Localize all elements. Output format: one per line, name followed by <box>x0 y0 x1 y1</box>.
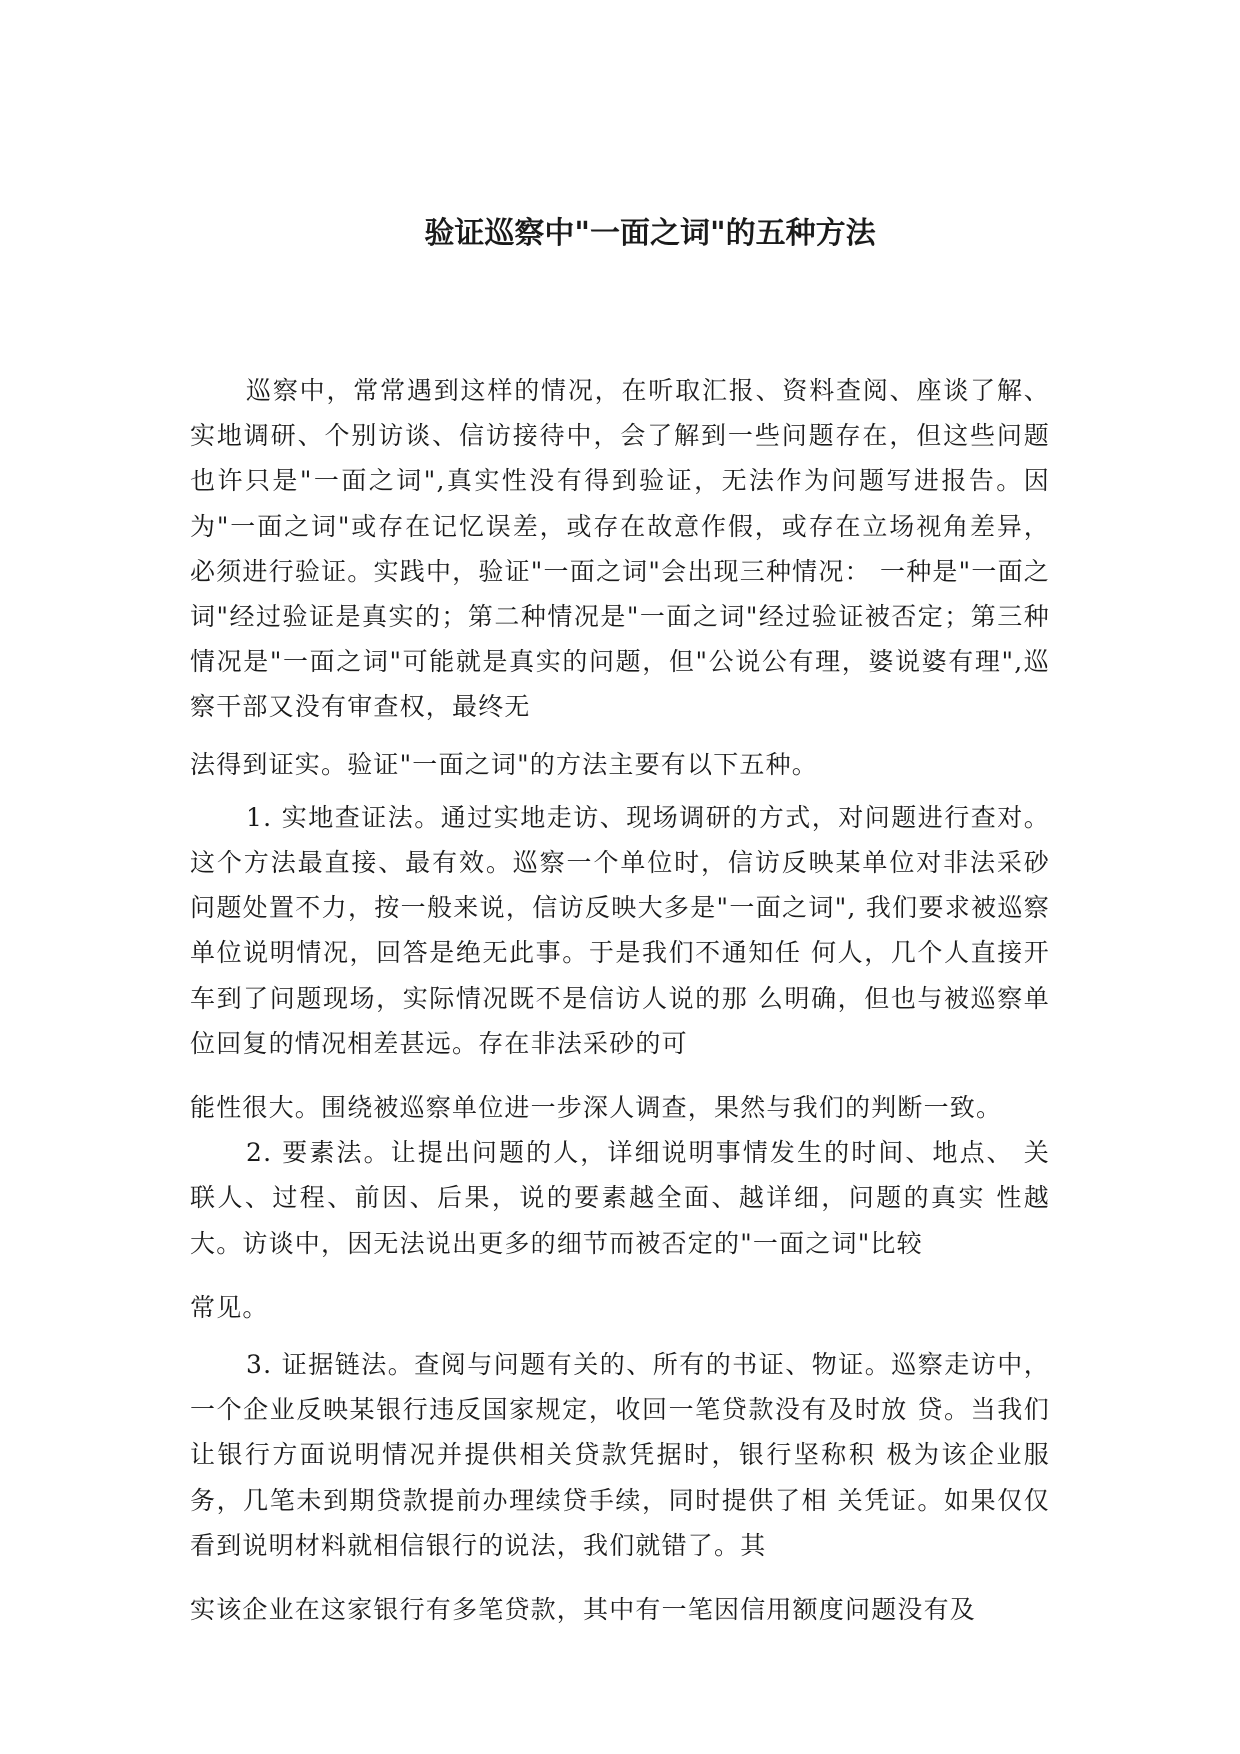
document-title: 验证巡察中"一面之词"的五种方法 <box>424 216 876 251</box>
paragraph-intro-continued: 法得到证实。验证"一面之词"的方法主要有以下五种。 <box>190 749 819 779</box>
paragraph-intro: 巡察中，常常遇到这样的情况，在听取汇报、资料查阅、座谈了解、实地调研、个别访谈、信访接待中，会了解到一些问题存在，但这些问题也许只是"一面之词",真实性没有得到验证，无法作为问题写进报告。因为"一面之词"或存在记忆误差，或存在故意作假，或存在立场视角差异，必须进行验证。实践中，验证"一面之词"会出现三种情况： 一种是"一面之词"经过验证是真实的；第二种情况是"一面之词"经过验证被否定；第三种情况是"一面之词"可能就是真实的问题，但"公说公有理，婆说婆有理",巡察干部又没有审查权，最终无 <box>190 376 1050 722</box>
document-body <box>190 368 1050 1632</box>
paragraph-method-1-continued: 能性很大。围绕被巡察单位进一步深人调查，果然与我们的判断一致。 <box>190 1093 1003 1123</box>
paragraph-method-3: 3. 证据链法。查阅与问题有关的、所有的书证、物证。巡察走访中， 一个企业反映某银行违反国家规定，收回一笔贷款没有及时放 贷。当我们让银行方面说明情况并提供相关贷款凭据时，银行坚称积 极为该企业服务，几笔未到期贷款提前办理续贷手续，同时提供了相 关凭证。如果仅仅看到说明材料就相信银行的说法，我们就错了。其 <box>190 1350 1050 1560</box>
paragraph-method-3-continued: 实该企业在这家银行有多笔贷款，其中有一笔因信用额度问题没有及 <box>190 1595 977 1625</box>
paragraph-method-1: 1. 实地查证法。通过实地走访、现场调研的方式，对问题进行查对。这个方法最直接、最有效。巡察一个单位时，信访反映某单位对非法采砂问题处置不力，按一般来说，信访反映大多是"一面之词", 我们要求被巡察单位说明情况，回答是绝无此事。于是我们不通知任 何人，几个人直接开车到了问题现场，实际情况既不是信访人说的那 么明确，但也与被巡察单位回复的情况相差甚远。存在非法采砂的可 <box>190 802 1050 1058</box>
paragraph-method-2-continued: 常见。 <box>190 1292 269 1322</box>
paragraph-method-2: 2. 要素法。让提出问题的人，详细说明事情发生的时间、地点、 关联人、过程、前因、后果，说的要素越全面、越详细，问题的真实 性越大。访谈中，因无法说出更多的细节而被否定的"一面之词"比较 <box>190 1138 1050 1258</box>
